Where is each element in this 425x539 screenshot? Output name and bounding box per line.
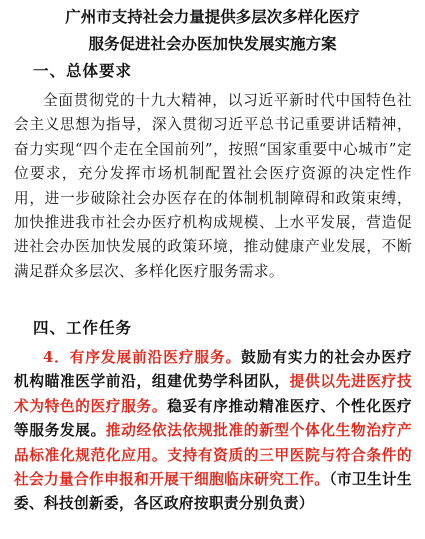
item4-paragraph — [14, 346, 412, 517]
item4-lead: 4．有序发展前沿医疗服务。 — [43, 349, 242, 366]
item4-red-b: 提供以先进医疗技术为特色的医疗服务。 — [14, 373, 413, 415]
item4-red-d: 推动经依法依规批准的新型个体化生物治疗产品标准化规范化应用。支持有资质的三甲医院与符合条件的社会力量合作申报和开展干细胞临床研究工作。 — [14, 422, 412, 489]
document-title-line2: 服务促进社会办医加快发展实施方案 — [88, 34, 337, 53]
section4-heading: 四、工作任务 — [33, 318, 133, 337]
section1-heading: 一、总体要求 — [33, 61, 133, 80]
item4-text-c: 稳妥有序推动精准医疗、个性化医疗等服务发展。 — [14, 397, 412, 440]
item4-text-e: （市卫生计生委、科技创新委，各区政府按职责分别负责） — [14, 471, 413, 513]
section1-body: 全面贯彻党的十九大精神，以习近平新时代中国特色社会主义思想为指导，深入贯彻习近平总书记重要讲话精神，奋力实现“四个走在全国前列”，按照“国家重要中心城市”定位要求，充分发挥市场机制配置社会医疗资源的决定性作用，进一步破除社会办医存在的体制机制障碍和政策束缚，加快推进我市社会办医疗机构成规模、上水平发展，营造促进社会办医加快发展的政策环境，推动健康产业发展，不断满足群众多层次、多样化医疗服务需求。 — [14, 92, 412, 280]
document-title-line1: 广州市支持社会力量提供多层次多样化医疗 — [65, 7, 360, 26]
item4-text-a: 鼓励有实力的社会办医疗机构瞄准医学前沿，组建优势学科团队， — [14, 349, 412, 391]
